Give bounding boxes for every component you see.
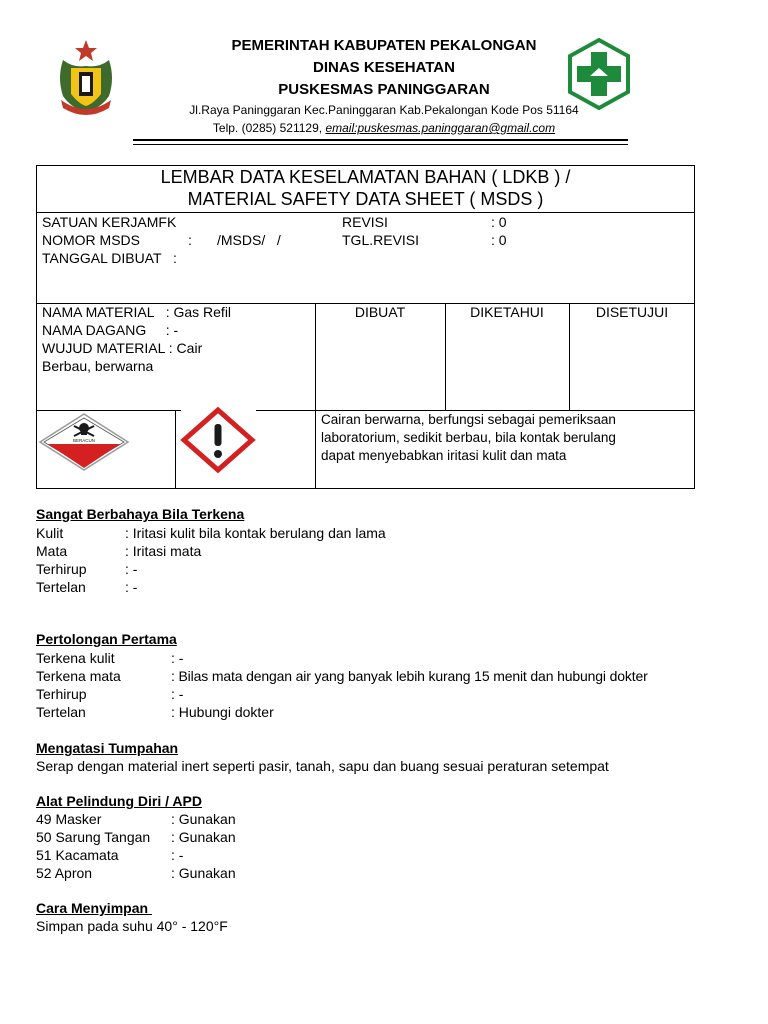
tumpahan-text: Serap dengan material inert seperti pasir, tanah, sapu dan buang sesuai peraturan setempat [36, 758, 609, 774]
pertolongan-value: : - [171, 650, 184, 666]
table-divider [315, 303, 316, 489]
nomor-msds-label: NOMOR MSDS [42, 232, 140, 248]
apd-value: : Gunakan [171, 829, 236, 845]
satuan-kerja: SATUAN KERJAMFK [42, 214, 177, 230]
pertolongan-label: Tertelan [36, 704, 86, 720]
apd-title: Alat Pelindung Diri / APD [36, 793, 202, 809]
bahaya-value: : - [125, 561, 138, 577]
berbau-berwarna: Berbau, berwarna [42, 358, 154, 374]
tgl-revisi-label: TGL.REVISI [342, 232, 420, 248]
exclamation-hazard-icon [180, 406, 256, 474]
nama-dagang: NAMA DAGANG : - [42, 322, 179, 338]
table-divider [175, 410, 176, 489]
bahaya-value: : Iritasi mata [125, 543, 202, 559]
pertolongan-value: : - [171, 686, 184, 702]
description-line: laboratorium, sedikit berbau, bila kontak berulang [321, 430, 616, 445]
toxic-hazard-icon [38, 412, 130, 472]
pertolongan-label: Terhirup [36, 686, 87, 702]
letterhead-rule-thin [133, 144, 628, 145]
apd-value: : Gunakan [171, 865, 236, 881]
description-line: Cairan berwarna, berfungsi sebagai pemeriksaan [321, 412, 616, 427]
letterhead-contact [0, 121, 768, 135]
puskesmas-logo [566, 38, 632, 110]
simpan-text: Simpan pada suhu 40° - 120°F [36, 918, 228, 934]
bahaya-label: Mata [36, 543, 68, 559]
simpan-title: Cara Menyimpan [36, 900, 152, 916]
nama-material: NAMA MATERIAL : Gas Refil [42, 304, 232, 320]
disetujui-header: DISETUJUI [595, 304, 669, 320]
nomor-msds-sep: : [188, 232, 192, 248]
dibuat-header: DIBUAT [354, 304, 406, 320]
apd-label: 51 Kacamata [36, 847, 119, 863]
revisi-value: : 0 [491, 214, 507, 230]
bahaya-value: : - [125, 579, 138, 595]
pertolongan-title: Pertolongan Pertama [36, 631, 177, 647]
apd-label: 52 Apron [36, 865, 93, 881]
tanggal-dibuat: TANGGAL DIBUAT : [42, 250, 177, 266]
bahaya-label: Kulit [36, 525, 64, 541]
pertolongan-label: Terkena kulit [36, 650, 115, 666]
apd-value: : - [171, 847, 184, 863]
pertolongan-value: : Hubungi dokter [171, 704, 274, 720]
tumpahan-title: Mengatasi Tumpahan [36, 740, 179, 756]
diketahui-header: DIKETAHUI [470, 304, 544, 320]
table-divider [36, 410, 181, 411]
letterhead-rule-thick [133, 139, 628, 141]
pertolongan-value: : Bilas mata dengan air yang banyak lebih kurang 15 menit dan hubungi dokter [171, 668, 648, 684]
letterhead-line3: PUSKESMAS PANINGGARAN [278, 81, 490, 98]
description-line: dapat menyebabkan iritasi kulit dan mata [321, 448, 567, 463]
letterhead-line2: DINAS KESEHATAN [313, 59, 455, 76]
bahaya-label: Tertelan [36, 579, 86, 595]
letterhead-address: Jl.Raya Paninggaran Kec.Paninggaran Kab.Pekalongan Kode Pos 51164 [189, 103, 579, 117]
bahaya-label: Terhirup [36, 561, 87, 577]
bahaya-title: Sangat Berbahaya Bila Terkena [36, 506, 245, 522]
revisi-label: REVISI [342, 214, 388, 230]
sheet-title-2: MATERIAL SAFETY DATA SHEET ( MSDS ) [187, 189, 544, 209]
letterhead-line1: PEMERINTAH KABUPATEN PEKALONGAN [231, 37, 537, 54]
letterhead-email[interactable]: email:puskesmas.paninggaran@gmail.com [325, 121, 556, 135]
sheet-title-1: LEMBAR DATA KESELAMATAN BAHAN ( LDKB ) / [160, 167, 571, 187]
pertolongan-label: Terkena mata [36, 668, 121, 684]
letterhead-phone: Telp. (0285) 521129, [212, 121, 326, 135]
apd-label: 50 Sarung Tangan [36, 829, 151, 845]
hazard-label: BERACUN [72, 438, 96, 443]
apd-label: 49 Masker [36, 811, 102, 827]
nomor-msds-value: /MSDS/ / [217, 232, 281, 248]
apd-value: : Gunakan [171, 811, 236, 827]
tgl-revisi-value: : 0 [491, 232, 507, 248]
wujud-material: WUJUD MATERIAL : Cair [42, 340, 203, 356]
bahaya-value: : Iritasi kulit bila kontak berulang dan lama [125, 525, 386, 541]
material-description [321, 411, 693, 465]
